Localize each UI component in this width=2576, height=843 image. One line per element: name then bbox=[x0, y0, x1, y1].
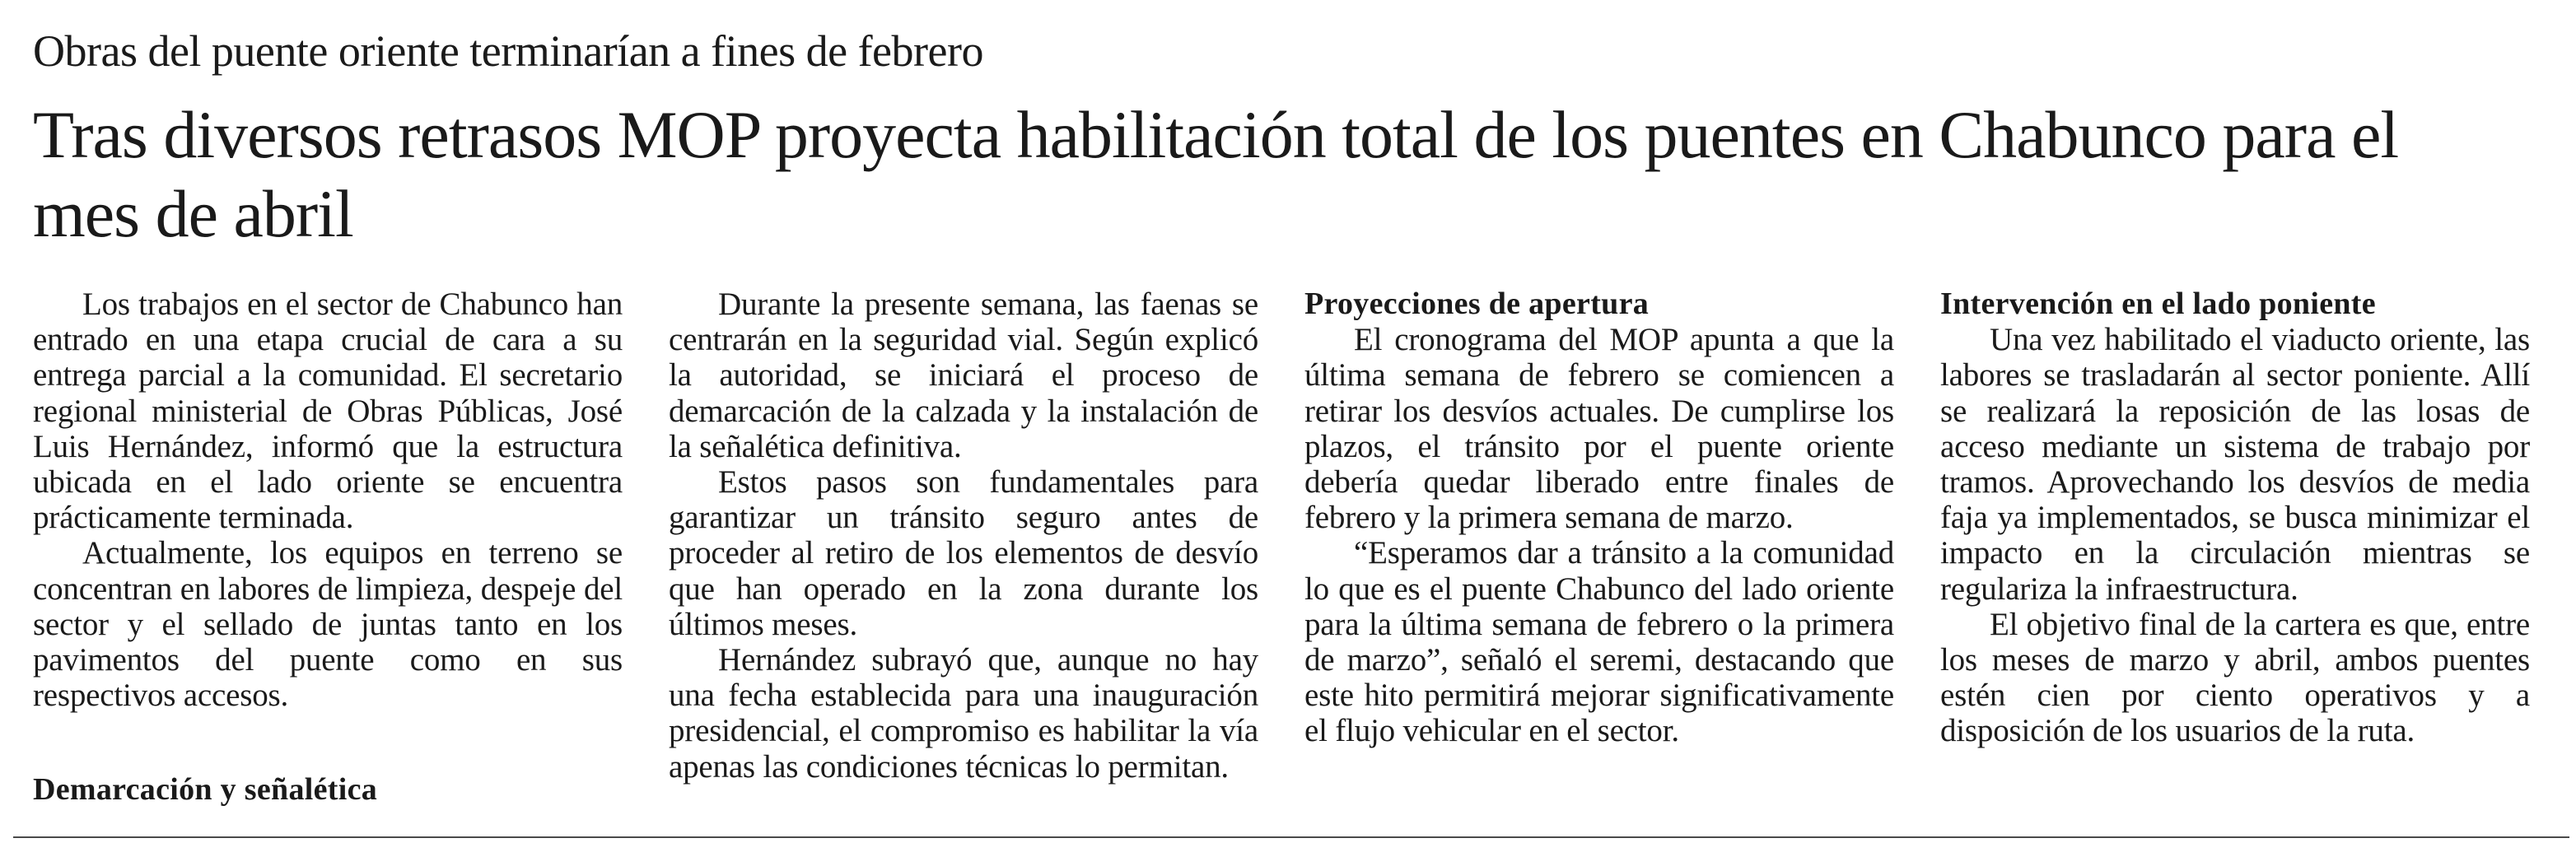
paragraph: Una vez habilitado el viaducto oriente, las labores se trasladarán al sector poniente. Allí se realizará la reposición de las losas de acceso mediante un sistema de trabajo por tramos. Aprovechando los desvíos de media faja ya implementados, se busca minimizar el impacto en la circulación mientras se regulariza la infraestructura. bbox=[1940, 322, 2530, 607]
paragraph: Durante la presente semana, las faenas se centrarán en la seguridad vial. Según explicó la autoridad, se iniciará el proceso de demarcación de la calzada y la instalación de la señalética definitiva. bbox=[669, 286, 1258, 464]
paragraph: Actualmente, los equipos en terreno se concentran en labores de limpieza, despeje del sector y el sellado de juntas tanto en los pavimentos del puente como en sus respectivos accesos. bbox=[33, 535, 623, 714]
column-3 bbox=[1304, 286, 1894, 749]
article-kicker: Obras del puente oriente terminarían a fines de febrero bbox=[33, 26, 983, 76]
article-body bbox=[33, 286, 2536, 822]
bottom-rule bbox=[13, 836, 2569, 838]
subheading-demarcacion: Demarcación y señalética bbox=[33, 772, 378, 807]
paragraph: Hernández subrayó que, aunque no hay una fecha establecida para una inauguración presidencial, el compromiso es habilitar la vía apenas las condiciones técnicas lo permitan. bbox=[669, 642, 1258, 785]
column-4 bbox=[1940, 286, 2530, 749]
paragraph: Estos pasos son fundamentales para garantizar un tránsito seguro antes de proceder al retiro de los elementos de desvío que han operado en la zona durante los últimos meses. bbox=[669, 464, 1258, 642]
article-headline: Tras diversos retrasos MOP proyecta habilitación total de los puentes en Chabunco para el mes de abril bbox=[33, 97, 2399, 251]
paragraph: “Esperamos dar a tránsito a la comunidad lo que es el puente Chabunco del lado oriente para la última semana de febrero o la primera de marzo”, señaló el seremi, destacando que este hito permitirá mejorar significativamente el flujo vehicular en el sector. bbox=[1304, 535, 1894, 749]
paragraph: El objetivo final de la cartera es que, entre los meses de marzo y abril, ambos puentes estén cien por ciento operativos y a disposición de los usuarios de la ruta. bbox=[1940, 606, 2530, 749]
subheading-proyecciones: Proyecciones de apertura bbox=[1304, 286, 1650, 321]
column-1 bbox=[33, 286, 623, 807]
column-2 bbox=[669, 286, 1258, 785]
subheading-intervencion: Intervención en el lado poniente bbox=[1940, 286, 2376, 321]
paragraph: Los trabajos en el sector de Chabunco han entrado en una etapa crucial de cara a su entrega parcial a la comunidad. El secretario regional ministerial de Obras Públicas, José Luis Hernández, informó que la estructura ubicada en el lado oriente se encuentra prácticamente terminada. bbox=[33, 286, 623, 536]
paragraph: El cronograma del MOP apunta a que la última semana de febrero se comiencen a retirar los desvíos actuales. De cumplirse los plazos, el tránsito por el puente oriente debería quedar liberado entre finales de febrero y la primera semana de marzo. bbox=[1304, 322, 1894, 536]
